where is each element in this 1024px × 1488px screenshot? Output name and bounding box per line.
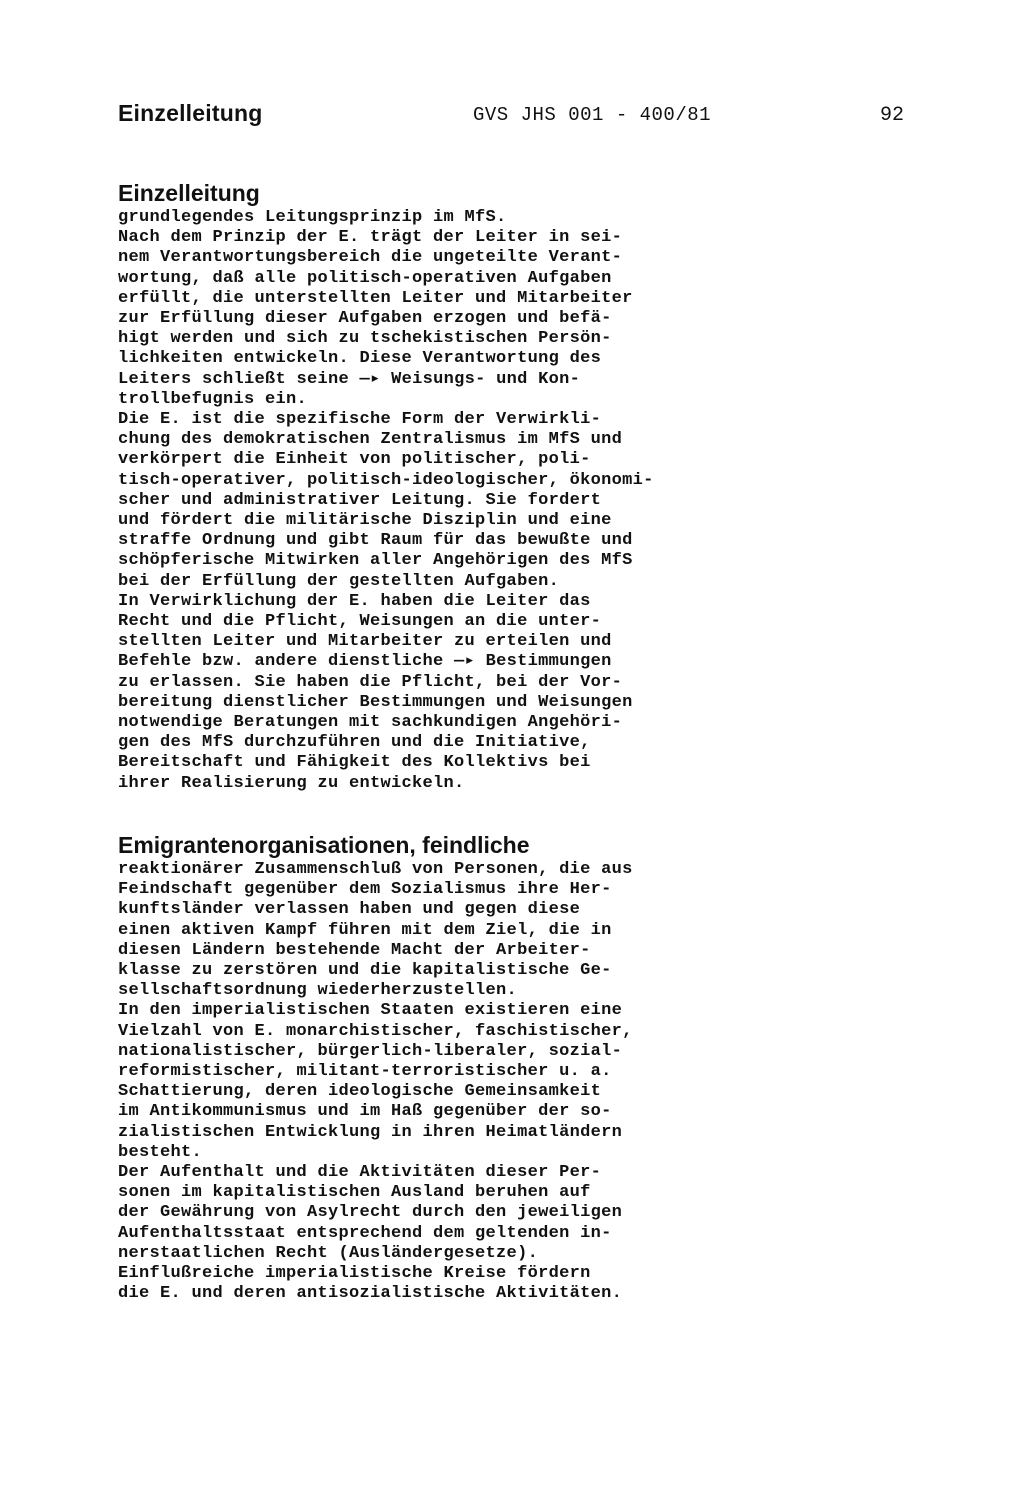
entry-body-line: notwendige Beratungen mit sachkundigen Angehöri- xyxy=(118,713,623,733)
entry-title: Einzelleitung xyxy=(118,180,260,206)
entry-body-line: einen aktiven Kampf führen mit dem Ziel, die in xyxy=(118,920,612,940)
entry-body-line: besteht. xyxy=(118,1142,203,1162)
entry-body-line: grundlegendes Leitungsprinzip im MfS. xyxy=(118,208,507,227)
entry-body-line: sellschaftsordnung wiederherzustellen. xyxy=(118,981,518,1001)
entry-body xyxy=(118,860,758,1304)
entry-body-line: bereitung dienstlicher Bestimmungen und Weisungen xyxy=(118,692,633,712)
entry-body-line: Die E. ist die spezifische Form der Verwirkli- xyxy=(118,410,602,430)
entry-body-line: lichkeiten entwickeln. Diese Verantwortung des xyxy=(118,349,602,369)
entry-body-line: bei der Erfüllung der gestellten Aufgaben. xyxy=(118,571,560,591)
entry-body-line: Bereitschaft und Fähigkeit des Kollektivs bei xyxy=(118,753,591,773)
entry-body xyxy=(118,208,758,794)
entry-body-line: stellten Leiter und Mitarbeiter zu erteilen und xyxy=(118,632,612,652)
entry-body-line: Aufenthaltsstaat entsprechend dem geltenden in- xyxy=(118,1223,612,1243)
entry-body-line: Der Aufenthalt und die Aktivitäten dieser Per- xyxy=(118,1163,602,1183)
entry-body-line: sonen im kapitalistischen Ausland beruhen auf xyxy=(118,1183,591,1203)
entry-body-line: higt werden und sich zu tschekistischen Persön- xyxy=(118,329,612,349)
entry-body-line: trollbefugnis ein. xyxy=(118,389,308,409)
entry-body-line: zialistischen Entwicklung in ihren Heimatländern xyxy=(118,1122,623,1142)
entry-body-line: schöpferische Mitwirken aller Angehörigen des MfS xyxy=(118,551,633,571)
dictionary-entry-emigrantenorganisationen xyxy=(118,830,758,1304)
entry-body-line: wortung, daß alle politisch-operativen Aufgaben xyxy=(118,268,612,288)
page-header xyxy=(118,100,918,136)
entry-body-line: nem Verantwortungsbereich die ungeteilte Verant- xyxy=(118,248,623,268)
entry-body-line: chung des demokratischen Zentralismus im MfS und xyxy=(118,430,623,450)
entry-body-line: scher und administrativer Leitung. Sie fordert xyxy=(118,490,602,510)
entry-body-line: nationalistischer, bürgerlich-liberaler, sozial- xyxy=(118,1041,623,1061)
entry-body-line: im Antikommunismus und im Haß gegenüber der so- xyxy=(118,1102,612,1122)
entry-body-line: der Gewährung von Asylrecht durch den jeweiligen xyxy=(118,1203,623,1223)
entry-body-line: Recht und die Pflicht, Weisungen an die unter- xyxy=(118,612,602,632)
page-number: 92 xyxy=(880,104,905,127)
entry-body-line: klasse zu zerstören und die kapitalistische Ge- xyxy=(118,961,612,981)
entry-body-line: nerstaatlichen Recht (Ausländergesetze). xyxy=(118,1243,539,1263)
entry-body-line: Befehle bzw. andere dienstliche —▸ Bestimmungen xyxy=(118,652,612,672)
entry-body-line: In den imperialistischen Staaten existieren eine xyxy=(118,1001,623,1021)
entry-body-line: diesen Ländern bestehende Macht der Arbeiter- xyxy=(118,940,591,960)
entry-body-line: Leiters schließt seine —▸ Weisungs- und Kon- xyxy=(118,369,581,389)
entry-body-line: zur Erfüllung dieser Aufgaben erzogen und befä- xyxy=(118,309,612,329)
entry-body-line: verkörpert die Einheit von politischer, poli- xyxy=(118,450,591,470)
entry-body-line: Einflußreiche imperialistische Kreise fördern xyxy=(118,1264,591,1284)
dictionary-entry-einzelleitung xyxy=(118,178,758,794)
entry-body-line: die E. und deren antisozialistische Aktivitäten. xyxy=(118,1284,623,1304)
entry-body-line: tisch-operativer, politisch-ideologischer, ökonomi- xyxy=(118,470,654,490)
entry-body-line: Vielzahl von E. monarchistischer, faschistischer, xyxy=(118,1021,633,1041)
entry-body-line: straffe Ordnung und gibt Raum für das bewußte und xyxy=(118,531,633,551)
entry-body-line: reaktionärer Zusammenschluß von Personen, die aus xyxy=(118,860,633,879)
entry-body-line: Schattierung, deren ideologische Gemeinsamkeit xyxy=(118,1082,602,1102)
entry-body-line: und fördert die militärische Disziplin und eine xyxy=(118,511,612,531)
entry-body-line: kunftsländer verlassen haben und gegen diese xyxy=(118,900,581,920)
document-reference: GVS JHS 001 - 400/81 xyxy=(473,104,712,126)
entry-body-line: Feindschaft gegenüber dem Sozialismus ihre Her- xyxy=(118,880,612,900)
entry-body-line: gen des MfS durchzuführen und die Initiative, xyxy=(118,733,591,753)
entry-body-line: erfüllt, die unterstellten Leiter und Mitarbeiter xyxy=(118,288,633,308)
entry-body-line: In Verwirklichung der E. haben die Leiter das xyxy=(118,591,591,611)
entry-body-line: reformistischer, militant-terroristischer u. a. xyxy=(118,1062,612,1082)
entry-body-line: Nach dem Prinzip der E. trägt der Leiter in sei- xyxy=(118,228,623,248)
entry-body-line: ihrer Realisierung zu entwickeln. xyxy=(118,773,465,793)
running-head-title: Einzelleitung xyxy=(118,100,263,126)
entry-body-line: zu erlassen. Sie haben die Pflicht, bei der Vor- xyxy=(118,672,623,692)
entry-title: Emigrantenorganisationen, feindliche xyxy=(118,832,530,858)
